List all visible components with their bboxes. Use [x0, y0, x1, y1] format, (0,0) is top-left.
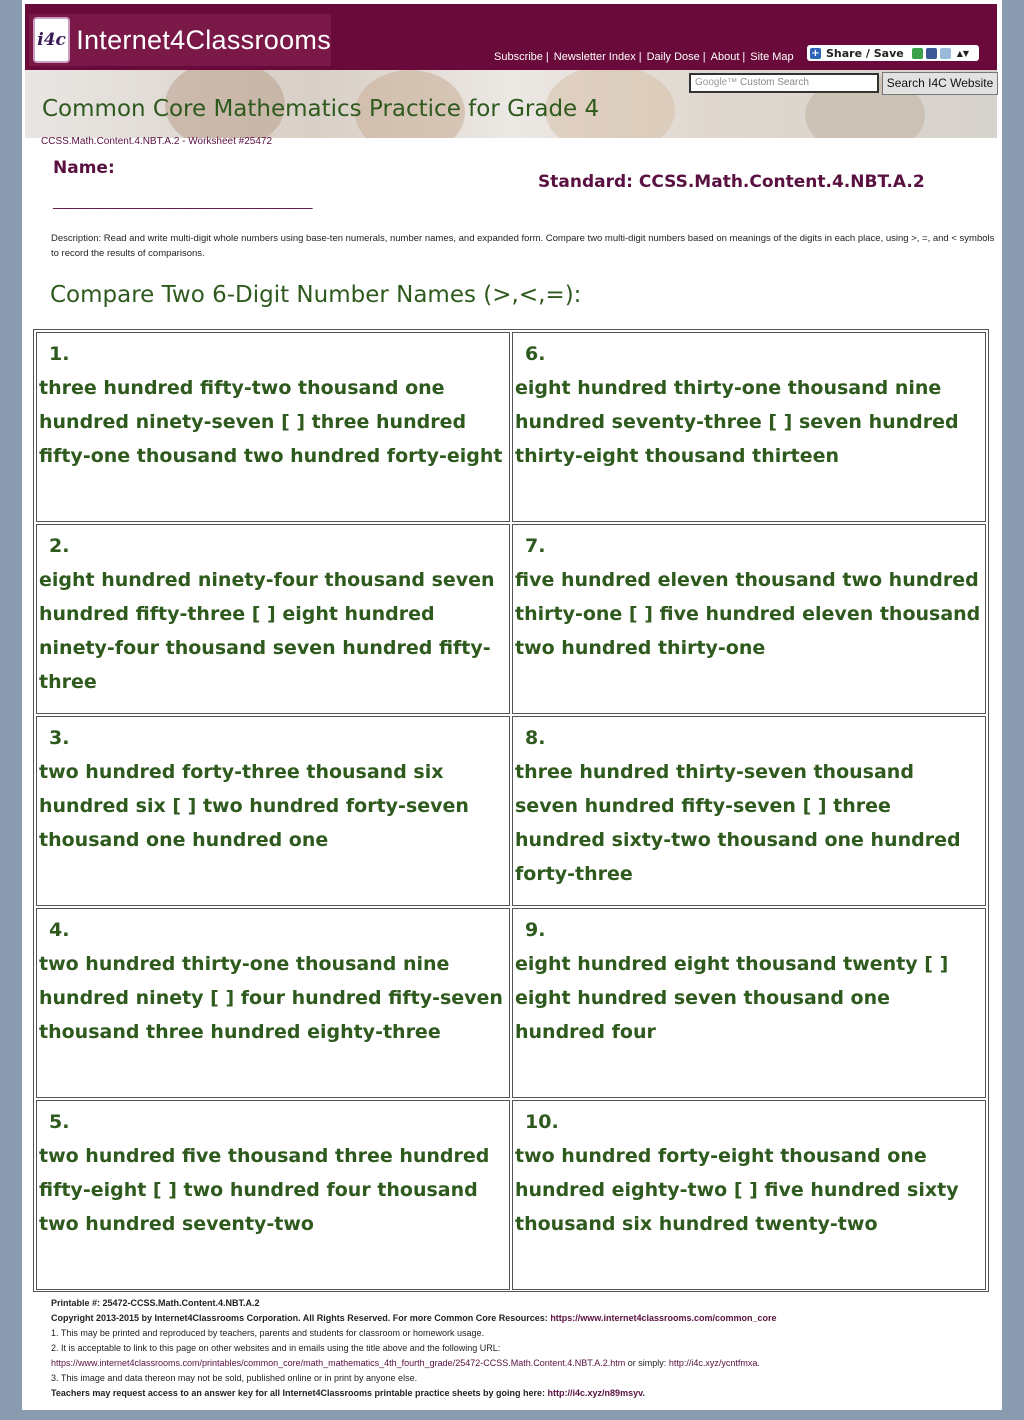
question-number: 4.	[49, 919, 70, 941]
question-text: two hundred forty-eight thousand one hundred eighty-two [ ] five hundred sixty thousand six hundred twenty-two	[515, 1145, 959, 1235]
question-cell	[512, 524, 986, 714]
footer	[51, 1296, 996, 1401]
question-cell	[36, 524, 510, 714]
site-header	[25, 4, 997, 138]
question-text: two hundred thirty-one thousand nine hundred ninety [ ] four hundred fifty-seven thousand three hundred eighty-three	[39, 953, 503, 1043]
note-2-urls: https://www.internet4classrooms.com/printables/common_core/math_mathematics_4th_fourth_grade/25472-CCSS.Math.Content.4.NBT.A.2.htm or simply: http://i4c.xyz/ycntfmxa.	[51, 1358, 760, 1368]
note-3: 3. This image and data thereon may not be sold, published online or in print by anyone else.	[51, 1373, 418, 1383]
short-link[interactable]: http://i4c.xyz/ycntfmxa	[668, 1358, 758, 1368]
question-number: 10.	[525, 1111, 559, 1133]
question-cell	[36, 908, 510, 1098]
i4c-logo-icon: i4c	[33, 17, 70, 63]
copyright-line: Copyright 2013-2015 by Internet4Classrooms Corporation. All Rights Reserved. For more Common Core Resources: https://www.internet4classrooms.com/common_core	[51, 1313, 777, 1323]
top-nav: Subscribe | Newsletter Index | Daily Dose | About | Site Map	[494, 51, 794, 63]
search-button[interactable]: Search I4C Website	[882, 72, 998, 95]
question-text: five hundred eleven thousand two hundred thirty-one [ ] five hundred eleven thousand two hundred thirty-one	[515, 569, 981, 659]
question-number: 1.	[49, 343, 70, 365]
share-save-button[interactable]	[807, 45, 979, 61]
question-text: two hundred forty-three thousand six hundred six [ ] two hundred forty-seven thousand one hundred one	[39, 761, 469, 851]
printable-link[interactable]: https://www.internet4classrooms.com/printables/common_core/math_mathematics_4th_fourth_grade/25472-CCSS.Math.Content.4.NBT.A.2.htm	[51, 1358, 626, 1368]
question-cell	[512, 716, 986, 906]
question-number: 6.	[525, 343, 546, 365]
answer-key-line: Teachers may request access to an answer key for all Internet4Classrooms printable practice sheets by going here: http://i4c.xyz/n89msyv.	[51, 1388, 645, 1398]
question-number: 5.	[49, 1111, 70, 1133]
share-label: Share / Save	[826, 46, 904, 60]
site-logo[interactable]	[29, 14, 331, 66]
search-input[interactable]	[689, 73, 879, 93]
breadcrumb: CCSS.Math.Content.4.NBT.A.2 - Worksheet #25472	[41, 136, 273, 147]
nav-link-daily-dose[interactable]: Daily Dose	[646, 51, 700, 63]
standard-label: Standard: CCSS.Math.Content.4.NBT.A.2	[538, 172, 925, 192]
question-number: 2.	[49, 535, 70, 557]
nav-link-about[interactable]: About	[710, 51, 740, 63]
logo-text: Internet4Classrooms	[76, 24, 331, 55]
question-grid	[33, 329, 989, 1292]
question-cell	[512, 332, 986, 522]
answer-key-link[interactable]: http://i4c.xyz/n89msyv	[547, 1388, 643, 1398]
common-core-link[interactable]: https://www.internet4classrooms.com/common_core	[550, 1313, 777, 1323]
nav-link-subscribe[interactable]: Subscribe	[494, 51, 543, 63]
nav-link-site-map[interactable]: Site Map	[750, 51, 794, 63]
question-text: three hundred fifty-two thousand one hundred ninety-seven [ ] three hundred fifty-one thousand two hundred forty-eight	[39, 377, 503, 467]
question-text: three hundred thirty-seven thousand seven hundred fifty-seven [ ] three hundred sixty-two thousand one hundred forty-three	[515, 761, 961, 885]
question-cell	[36, 1100, 510, 1290]
chevron-updown-icon: ▲▼	[956, 48, 970, 58]
question-cell	[36, 332, 510, 522]
section-title: Compare Two 6-Digit Number Names (>,<,=):	[50, 282, 582, 308]
description-text: Description: Read and write multi-digit whole numbers using base-ten numerals, number names, and expanded form. Compare two multi-digit numbers based on meanings of the digits in each place, using >, =, and < symbols to record the results of comparisons.	[51, 233, 995, 259]
nav-link-newsletter-index[interactable]: Newsletter Index	[553, 51, 636, 63]
note-1: 1. This may be printed and reproduced by teachers, parents and students for classroom or homework usage.	[51, 1328, 485, 1338]
printable-number: Printable #: 25472-CCSS.Math.Content.4.NBT.A.2	[51, 1298, 260, 1308]
note-2: 2. It is acceptable to link to this page on other websites and in emails using the title above and the following URL:	[51, 1343, 501, 1353]
top-bar	[25, 4, 997, 70]
plus-icon: +	[811, 47, 820, 59]
question-number: 7.	[525, 535, 546, 557]
question-text: two hundred five thousand three hundred fifty-eight [ ] two hundred four thousand two hundred seventy-two	[39, 1145, 490, 1235]
question-text: eight hundred thirty-one thousand nine hundred seventy-three [ ] seven hundred thirty-eight thousand thirteen	[515, 377, 959, 467]
question-number: 9.	[525, 919, 546, 941]
name-underline: _______________________________________________	[53, 195, 312, 210]
name-label: Name:	[53, 158, 115, 178]
question-cell	[36, 716, 510, 906]
page-title: Common Core Mathematics Practice for Grade 4	[42, 96, 600, 122]
facebook-icon	[926, 48, 937, 59]
worksheet-page	[22, 0, 1002, 1410]
question-cell	[512, 908, 986, 1098]
question-number: 8.	[525, 727, 546, 749]
question-text: eight hundred ninety-four thousand seven hundred fifty-three [ ] eight hundred ninety-four thousand seven hundred fifty-three	[39, 569, 495, 693]
search-placeholder: Custom Search	[740, 77, 809, 88]
share-icon	[912, 48, 923, 59]
google-logo: Google™	[695, 77, 738, 88]
question-number: 3.	[49, 727, 70, 749]
question-text: eight hundred eight thousand twenty [ ] eight hundred seven thousand one hundred four	[515, 953, 949, 1043]
twitter-icon	[940, 48, 951, 59]
question-cell	[512, 1100, 986, 1290]
